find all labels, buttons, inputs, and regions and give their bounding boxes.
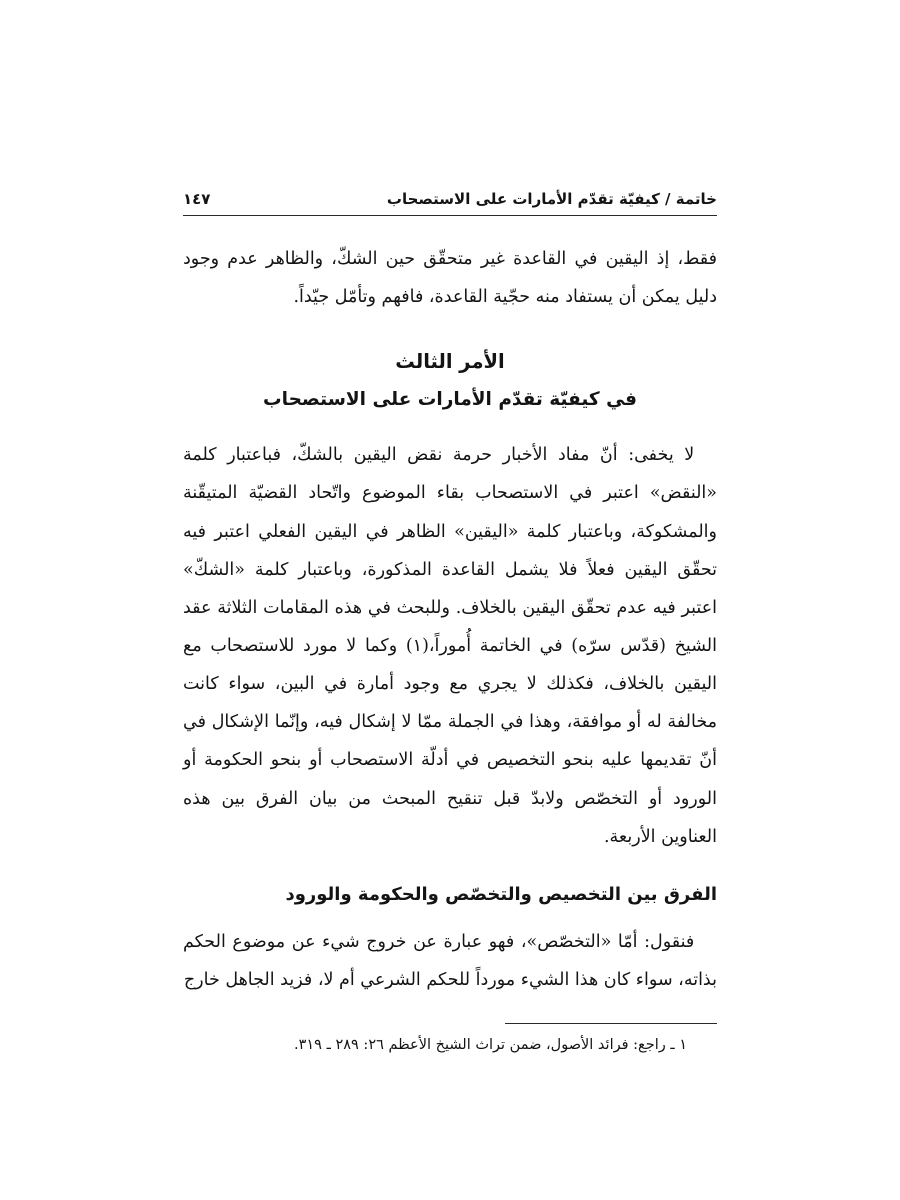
heading-sub: في كيفيّة تقدّم الأمارات على الاستصحاب xyxy=(263,389,637,411)
paragraph-last: فنقول: أمّا «التخصّص»، فهو عبارة عن خروج شيء عن موضوع الحكم بذاته، سواء كان هذا الشيء مورداً للحكم الشرعي أم لا، فزيد الجاهل خارج xyxy=(183,931,717,990)
paragraph-main: لا يخفى: أنّ مفاد الأخبار حرمة نقض اليقين بالشكّ، فباعتبار كلمة «النقض» اعتبر في الاستصحاب بقاء الموضوع واتّحاد القضيّة المتيقّنة والمشكوكة، وباعتبار كلمة «اليقين» الظاهر في اليقين الفعلي اعتبر فيه تحقّق اليقين فعلاً فلا يشمل القاعدة المذكورة، وباعتبار كلمة «الشكّ» اعتبر فيه عدم تحقّق اليقين بالخلاف. وللبحث في هذه المقامات الثلاثة عقد الشيخ (قدّس سرّه) في الخاتمة أُموراً،(١) وكما لا مورد للاستصحاب مع اليقين بالخلاف، فكذلك لا يجري مع وجود أمارة في البين، سواء كانت مخالفة له أو موافقة، وهذا في الجملة ممّا لا إشكال فيه، وإنّما الإشكال في أنّ تقديمها عليه بنحو التخصيص في أدلّة الاستصحاب أو بنحو الحكومة أو الورود أو التخصّص ولابدّ قبل تنقيح المبحث من بيان الفرق بين هذه العناوين الأربعة. xyxy=(183,445,718,847)
heading-section: الفرق بين التخصيص والتخصّص والحكومة والورود xyxy=(285,883,717,905)
footnote: ١ ـ راجع: فرائد الأصول، ضمن تراث الشيخ الأعظم ٢٦: ٢٨٩ ـ ٣١٩. xyxy=(293,1037,687,1054)
text-block xyxy=(183,190,717,1060)
paragraph-continuation: فقط، إذ اليقين في القاعدة غير متحقّق حين الشكّ، والظاهر عدم وجود دليل يمكن أن يستفاد منه حجّية القاعدة، فافهم وتأمّل جيّداً. xyxy=(183,249,717,308)
heading-main: الأمر الثالث xyxy=(395,350,505,374)
chapter-header-title: خاتمة / كيفيّة تقدّم الأمارات على الاستصحاب xyxy=(386,190,717,208)
page-number: ١٤٧ xyxy=(183,190,211,208)
running-header xyxy=(183,190,717,216)
footnote-separator xyxy=(505,1023,717,1024)
